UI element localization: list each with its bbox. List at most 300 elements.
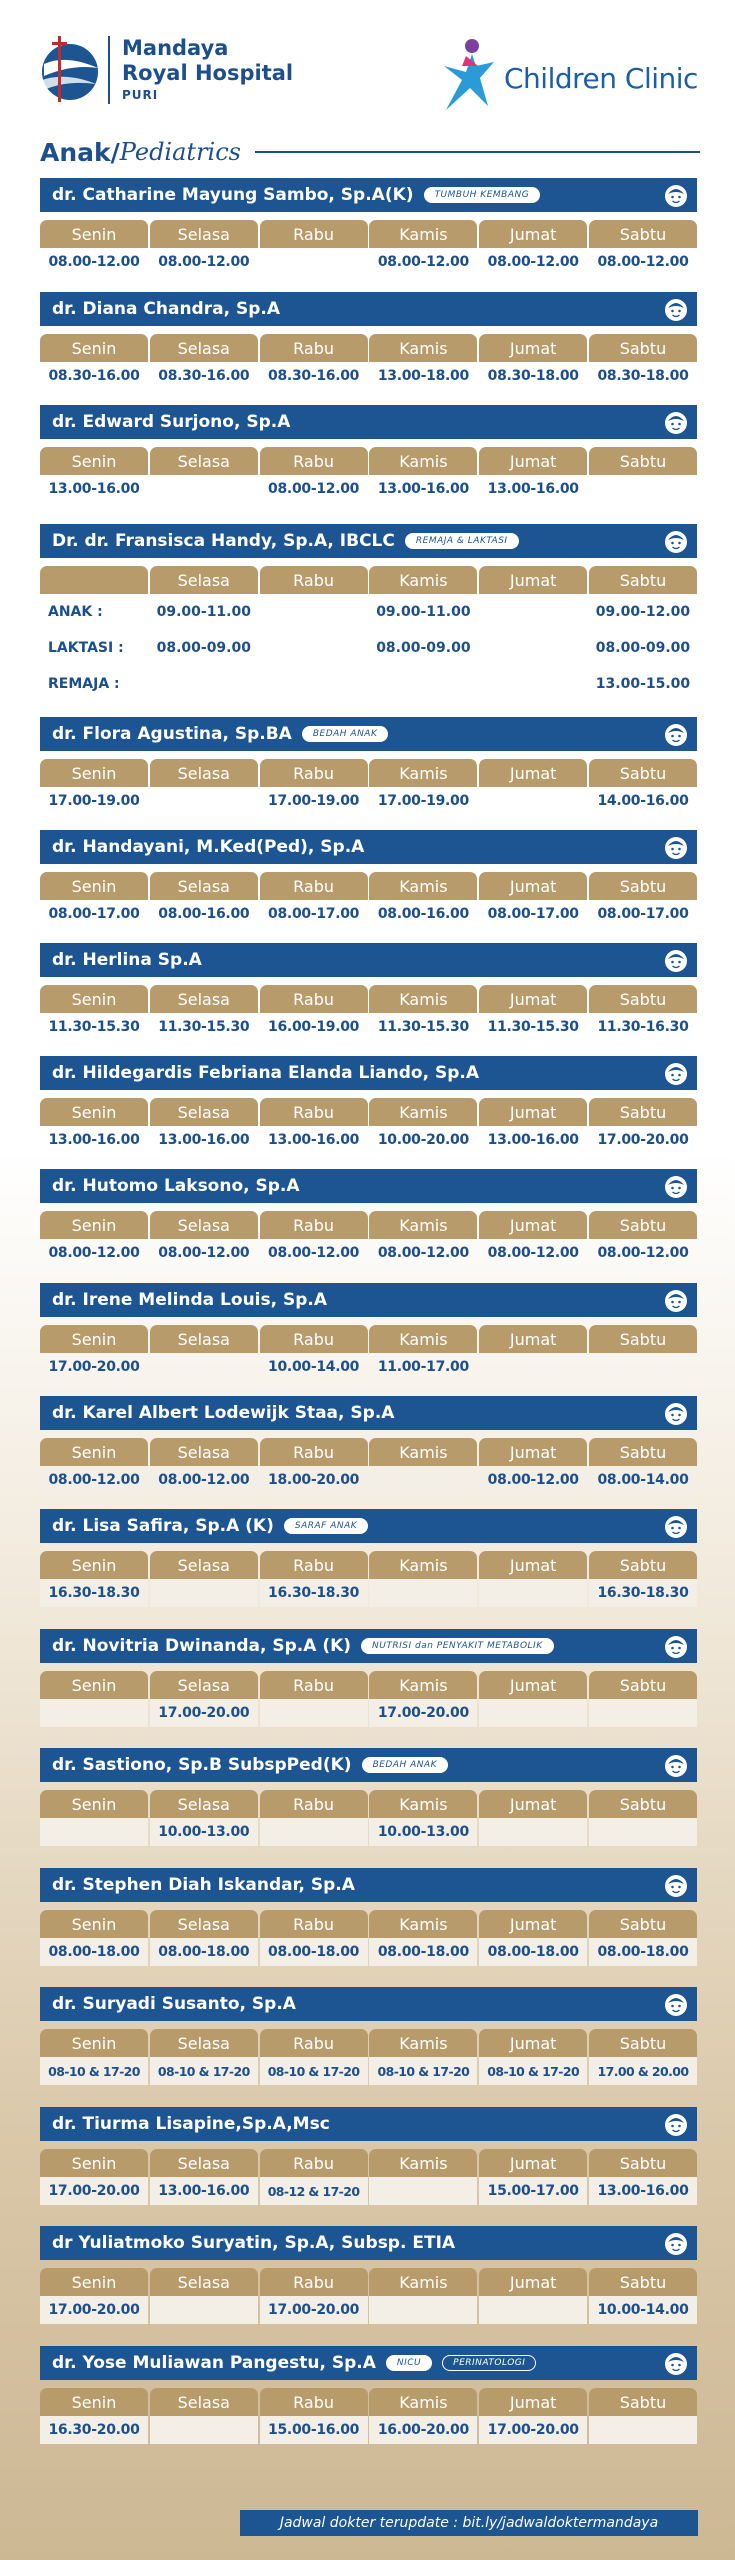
hours-cell [260,630,368,666]
hours-cell: 08-10 & 17-20 [260,2057,368,2085]
doctor-name: dr Yuliatmoko Suryatin, Sp.A, Subsp. ETIA [52,2233,456,2253]
hours-cell: 08.00-09.00 [376,640,471,656]
hours-cell: 11.30-15.30 [487,1019,579,1035]
child-face-icon [663,947,689,973]
hours-cell: 11.30-15.30 [158,1019,250,1035]
doctor-block [40,1283,697,1381]
day-tab: Rabu [260,1671,368,1699]
hours-cell: 13.00-16.00 [589,2177,697,2205]
hours-cell: 13.00-16.00 [48,1132,140,1148]
hours-cell [150,787,258,815]
hours-cell: 08-10 & 17-20 [150,2057,258,2085]
hours-row [40,1699,697,1727]
day-tab: Rabu [260,2268,368,2296]
day-tab: Kamis [369,447,477,475]
day-tab: Jumat [479,1211,587,1239]
day-tab-blank [40,566,148,594]
hours-cell: 17.00-20.00 [150,1699,258,1727]
child-figure-icon [436,36,498,114]
day-tab: Rabu [260,759,368,787]
day-tab: Kamis [369,1211,477,1239]
day-tab: Sabtu [589,1325,697,1353]
specialty-badge: TUMBUH KEMBANG [424,187,541,203]
hours-cell [150,2416,258,2444]
hours-cell: 15.00-16.00 [260,2416,368,2444]
doctor-header [40,1169,697,1203]
day-tab: Senin [40,1211,148,1239]
day-tab: Jumat [479,1438,587,1466]
day-tab: Kamis [369,2388,477,2416]
hours-cell: 08.00-18.00 [150,1938,258,1966]
doctor-block [40,2107,697,2205]
hours-cell: 08.00-12.00 [158,254,250,270]
day-tab: Senin [40,447,148,475]
hours-cell: 16.30-18.30 [40,1579,148,1607]
day-header-row [40,1790,697,1818]
day-tab: Senin [40,1671,148,1699]
day-tab: Selasa [150,2149,258,2177]
doctor-name: dr. Tiurma Lisapine,Sp.A,Msc [52,2114,330,2134]
child-face-icon [663,2111,689,2137]
doctor-name: dr. Edward Surjono, Sp.A [52,412,291,432]
day-tab: Sabtu [589,759,697,787]
hours-cell: 08.00-12.00 [40,1466,148,1494]
hours-cell: 08.00-18.00 [589,1938,697,1966]
day-header-row [40,2268,697,2296]
doctor-header [40,943,697,977]
day-header-row [40,1211,697,1239]
hours-row [40,1818,697,1846]
hours-cell: 08.00-14.00 [589,1466,697,1494]
doctor-block [40,1169,697,1267]
doctor-block [40,524,697,702]
day-tab: Selasa [150,759,258,787]
hours-cell [150,1579,258,1607]
section-title-bold: Anak [40,137,111,167]
day-tab: Rabu [260,1551,368,1579]
hours-cell: 17.00-20.00 [369,1699,477,1727]
hours-cell: 16.30-20.00 [40,2416,148,2444]
day-tab: Jumat [479,1551,587,1579]
hours-row [40,2177,697,2205]
doctor-name: Dr. dr. Fransisca Handy, Sp.A, IBCLC [52,531,395,551]
day-tab: Selasa [150,1551,258,1579]
hours-cell: 17.00-20.00 [48,1359,140,1375]
day-tab: Rabu [260,447,368,475]
hours-cell: 08.00-17.00 [268,906,360,922]
child-face-icon [663,1173,689,1199]
hours-cell: 13.00-16.00 [487,1132,579,1148]
day-tab: Sabtu [589,334,697,362]
hours-cell [260,594,368,630]
child-face-icon [663,1060,689,1086]
day-tab: Senin [40,1098,148,1126]
doctor-block [40,178,697,276]
footer-text: Jadwal dokter terupdate : bit.ly/jadwaldoktermandaya [279,2515,659,2531]
day-tab: Jumat [479,334,587,362]
hours-cell: 17.00-20.00 [597,1132,689,1148]
day-tab: Selasa [150,1910,258,1938]
day-tab: Kamis [369,2268,477,2296]
page-header [0,0,735,135]
day-tab: Kamis [369,334,477,362]
day-header-row [40,985,697,1013]
doctor-block [40,943,697,1041]
hours-cell: 08.00-09.00 [595,640,691,656]
hours-cell: 08.00-12.00 [597,1245,689,1261]
hours-row [40,248,697,276]
day-tab: Kamis [369,1671,477,1699]
day-header-row [40,1325,697,1353]
doctor-name: dr. Irene Melinda Louis, Sp.A [52,1290,328,1310]
hours-cell [479,787,587,815]
day-tab: Selasa [150,334,258,362]
day-tab: Rabu [260,334,368,362]
hours-cell: 11.00-17.00 [377,1359,469,1375]
hours-cell: 10.00-14.00 [589,2296,697,2324]
doctor-block [40,292,697,390]
day-tab: Sabtu [589,2388,697,2416]
doctor-header [40,1868,697,1902]
hours-row [40,1013,697,1041]
hours-cell: 08-10 & 17-20 [369,2057,477,2085]
day-header-row [40,220,697,248]
doctor-name: dr. Diana Chandra, Sp.A [52,299,280,319]
day-tab: Sabtu [589,447,697,475]
hours-cell: 18.00-20.00 [260,1466,368,1494]
hours-cell: 10.00-20.00 [377,1132,469,1148]
day-tab: Kamis [369,1438,477,1466]
hours-cell [479,1699,587,1727]
hours-cell: 13.00-16.00 [158,1132,250,1148]
hours-cell: 08.00-18.00 [40,1938,148,1966]
hours-cell: 08.00-12.00 [268,1245,360,1261]
doctor-block [40,1987,697,2085]
day-tab: Senin [40,1551,148,1579]
hours-cell: 16.00-19.00 [268,1019,360,1035]
doctor-block [40,2226,697,2324]
hours-cell: 17.00-20.00 [479,2416,587,2444]
day-tab: Sabtu [589,1671,697,1699]
doctor-header [40,1056,697,1090]
hours-cell: 08.00-12.00 [597,254,689,270]
doctor-header [40,524,697,558]
hours-cell [150,666,258,702]
day-tab: Senin [40,985,148,1013]
hours-cell: 16.30-18.30 [260,1579,368,1607]
doctor-name: dr. Yose Muliawan Pangestu, Sp.A [52,2353,376,2373]
day-tab: Jumat [479,2029,587,2057]
hours-cell: 08-12 & 17-20 [260,2177,368,2205]
hours-cell: 13.00-15.00 [595,676,691,692]
day-tab: Rabu [260,2029,368,2057]
child-face-icon [663,1287,689,1313]
clinic-name: Children Clinic [504,61,698,95]
day-tab: Sabtu [589,1438,697,1466]
hours-cell [479,594,587,630]
hours-cell: 13.00-16.00 [377,481,469,497]
day-header-row [40,1551,697,1579]
hours-cell: 11.30-15.30 [48,1019,140,1035]
day-tab: Selasa [150,872,258,900]
day-tab: Senin [40,220,148,248]
doctor-block [40,830,697,928]
child-face-icon [663,409,689,435]
hours-row [40,1126,697,1154]
day-tab: Kamis [369,872,477,900]
hours-cell: 08.00-12.00 [487,1245,579,1261]
day-tab: Senin [40,2149,148,2177]
day-tab: Jumat [479,1910,587,1938]
specialty-badge: PERINATOLOGI [442,2355,536,2371]
hours-cell: 08.30-16.00 [268,368,360,384]
hours-cell: 13.00-16.00 [268,1132,360,1148]
hours-cell: 08.00-12.00 [48,1245,140,1261]
hours-cell: 08-10 & 17-20 [40,2057,148,2085]
hours-cell: 13.00-16.00 [48,481,140,497]
hours-row [40,2416,697,2444]
day-header-row [40,566,697,594]
doctor-block [40,1868,697,1966]
hospital-name [122,36,293,104]
day-tab: Selasa [150,985,258,1013]
globe-logo-icon [36,34,100,106]
day-tab: Senin [40,1325,148,1353]
doctor-name: dr. Lisa Safira, Sp.A (K) [52,1516,274,1536]
day-tab: Jumat [479,985,587,1013]
day-tab: Kamis [369,985,477,1013]
hours-cell: 09.00-11.00 [156,604,251,620]
doctor-name: dr. Flora Agustina, Sp.BA [52,724,292,744]
doctor-block [40,1629,697,1727]
hours-cell: 08-10 & 17-20 [479,2057,587,2085]
day-header-row [40,1098,697,1126]
doctor-header [40,178,697,212]
hours-cell [589,475,697,503]
day-tab: Kamis [369,759,477,787]
day-tab: Senin [40,2268,148,2296]
day-tab: Kamis [369,1790,477,1818]
hours-cell: 08.00-12.00 [377,254,469,270]
hours-cell: 15.00-17.00 [479,2177,587,2205]
day-tab: Rabu [260,1438,368,1466]
hours-cell [150,475,258,503]
day-tab: Sabtu [589,1551,697,1579]
doctor-header [40,2107,697,2141]
hours-cell: 17.00-19.00 [48,793,140,809]
hours-cell [479,630,587,666]
hours-cell: 08.00-12.00 [377,1245,469,1261]
hours-row [40,1353,697,1381]
hours-cell: 08.00-12.00 [268,481,360,497]
section-title-separator: / [110,137,120,167]
footer-banner [240,2510,698,2536]
hours-cell [589,1353,697,1381]
child-face-icon [663,528,689,554]
doctor-block [40,405,697,503]
doctor-header [40,830,697,864]
doctor-header [40,292,697,326]
doctor-header [40,1396,697,1430]
hours-cell: 17.00-20.00 [40,2296,148,2324]
day-tab: Senin [40,334,148,362]
day-tab: Rabu [260,2149,368,2177]
day-tab: Senin [40,2388,148,2416]
doctor-name: dr. Catharine Mayung Sambo, Sp.A(K) [52,185,414,205]
hospital-name-line1: Mandaya [122,36,229,60]
day-header-row [40,1910,697,1938]
hours-cell [150,1353,258,1381]
hours-cell: 17.00-20.00 [40,2177,148,2205]
hours-cell [260,666,368,702]
doctor-block [40,1396,697,1494]
day-tab: Jumat [479,1098,587,1126]
hours-cell [260,1818,368,1846]
specialty-badge: BEDAH ANAK [302,726,389,742]
hours-cell [369,1466,477,1494]
day-header-row [40,447,697,475]
day-tab: Sabtu [589,1098,697,1126]
day-tab: Jumat [479,2388,587,2416]
hours-cell: 09.00-12.00 [595,604,691,620]
day-tab: Sabtu [589,1790,697,1818]
child-face-icon [663,1633,689,1659]
day-tab: Selasa [150,1671,258,1699]
hours-cell: 08.30-16.00 [158,368,250,384]
hours-row [40,1239,697,1267]
hours-cell: 08.00-12.00 [479,1466,587,1494]
hours-cell: 13.00-16.00 [487,481,579,497]
day-tab: Jumat [479,872,587,900]
schedule-row [40,594,697,630]
day-tab: Rabu [260,1790,368,1818]
day-tab: Rabu [260,1211,368,1239]
day-tab: Rabu [260,566,368,594]
hours-cell: 17.00-19.00 [268,793,360,809]
hours-cell [150,2296,258,2324]
day-tab: Rabu [260,220,368,248]
hours-cell: 16.30-18.30 [589,1579,697,1607]
hours-cell [479,1353,587,1381]
hours-cell: 08.00-12.00 [150,1466,258,1494]
day-tab: Senin [40,1438,148,1466]
doctor-header [40,2346,697,2380]
day-tab: Senin [40,759,148,787]
day-tab: Rabu [260,1910,368,1938]
day-tab: Rabu [260,985,368,1013]
hours-cell [479,1818,587,1846]
hours-row [40,475,697,503]
specialty-badge: SARAF ANAK [284,1518,368,1534]
child-face-icon [663,1991,689,2017]
hours-row [40,2296,697,2324]
day-tab: Kamis [369,1098,477,1126]
doctor-name: dr. Hildegardis Febriana Elanda Liando, Sp.A [52,1063,480,1083]
day-header-row [40,872,697,900]
day-tab: Sabtu [589,1211,697,1239]
day-header-row [40,759,697,787]
schedule-row [40,630,697,666]
child-face-icon [663,1400,689,1426]
hospital-logo [36,34,293,106]
day-header-row [40,1671,697,1699]
day-tab: Jumat [479,220,587,248]
day-header-row [40,2029,697,2057]
specialty-badge: REMAJA & LAKTASI [405,533,519,549]
hours-cell [479,666,587,702]
day-tab: Rabu [260,1325,368,1353]
day-tab: Selasa [150,2268,258,2296]
day-tab: Sabtu [589,566,697,594]
day-tab: Selasa [150,1211,258,1239]
hours-cell: 17.00 & 20.00 [589,2057,697,2085]
hours-cell [589,1699,697,1727]
day-tab: Selasa [150,447,258,475]
hours-row [40,2057,697,2085]
hours-cell: 13.00-18.00 [377,368,469,384]
hours-cell [369,2296,477,2324]
day-tab: Jumat [479,1671,587,1699]
hours-cell [40,1818,148,1846]
day-tab: Kamis [369,220,477,248]
doctor-block [40,1509,697,1607]
hours-cell: 08.00-17.00 [48,906,140,922]
day-tab: Jumat [479,2268,587,2296]
day-tab: Jumat [479,759,587,787]
child-face-icon [663,1752,689,1778]
day-tab: Sabtu [589,2268,697,2296]
doctor-name: dr. Karel Albert Lodewijk Staa, Sp.A [52,1403,395,1423]
hours-cell: 09.00-11.00 [376,604,471,620]
child-face-icon [663,1872,689,1898]
hours-row [40,1938,697,1966]
hours-cell [369,1579,477,1607]
day-tab: Sabtu [589,220,697,248]
day-tab: Jumat [479,566,587,594]
hours-cell: 08.00-12.00 [48,254,140,270]
hours-cell [479,2296,587,2324]
hours-row [40,900,697,928]
hours-cell [40,1699,148,1727]
day-tab: Selasa [150,2388,258,2416]
child-face-icon [663,1513,689,1539]
day-tab: Jumat [479,2149,587,2177]
day-tab: Selasa [150,1790,258,1818]
specialty-badge: BEDAH ANAK [362,1757,449,1773]
doctor-header [40,1987,697,2021]
clinic-logo [436,36,698,114]
hours-cell: 10.00-14.00 [268,1359,360,1375]
row-label: REMAJA : [48,676,120,692]
doctor-header [40,1748,697,1782]
row-label: LAKTASI : [48,640,124,656]
doctor-name: dr. Herlina Sp.A [52,950,202,970]
hours-cell [260,1699,368,1727]
hours-cell: 10.00-13.00 [369,1818,477,1846]
hours-cell: 08.00-18.00 [369,1938,477,1966]
day-header-row [40,2149,697,2177]
section-title-rule [255,151,700,153]
doctor-block [40,1748,697,1846]
hours-row [40,787,697,815]
hours-cell: 08.00-12.00 [158,1245,250,1261]
hospital-branch: PURI [122,88,159,102]
day-header-row [40,2388,697,2416]
day-tab: Selasa [150,1098,258,1126]
hours-cell [369,666,477,702]
doctor-header [40,2226,697,2260]
day-tab: Senin [40,1910,148,1938]
